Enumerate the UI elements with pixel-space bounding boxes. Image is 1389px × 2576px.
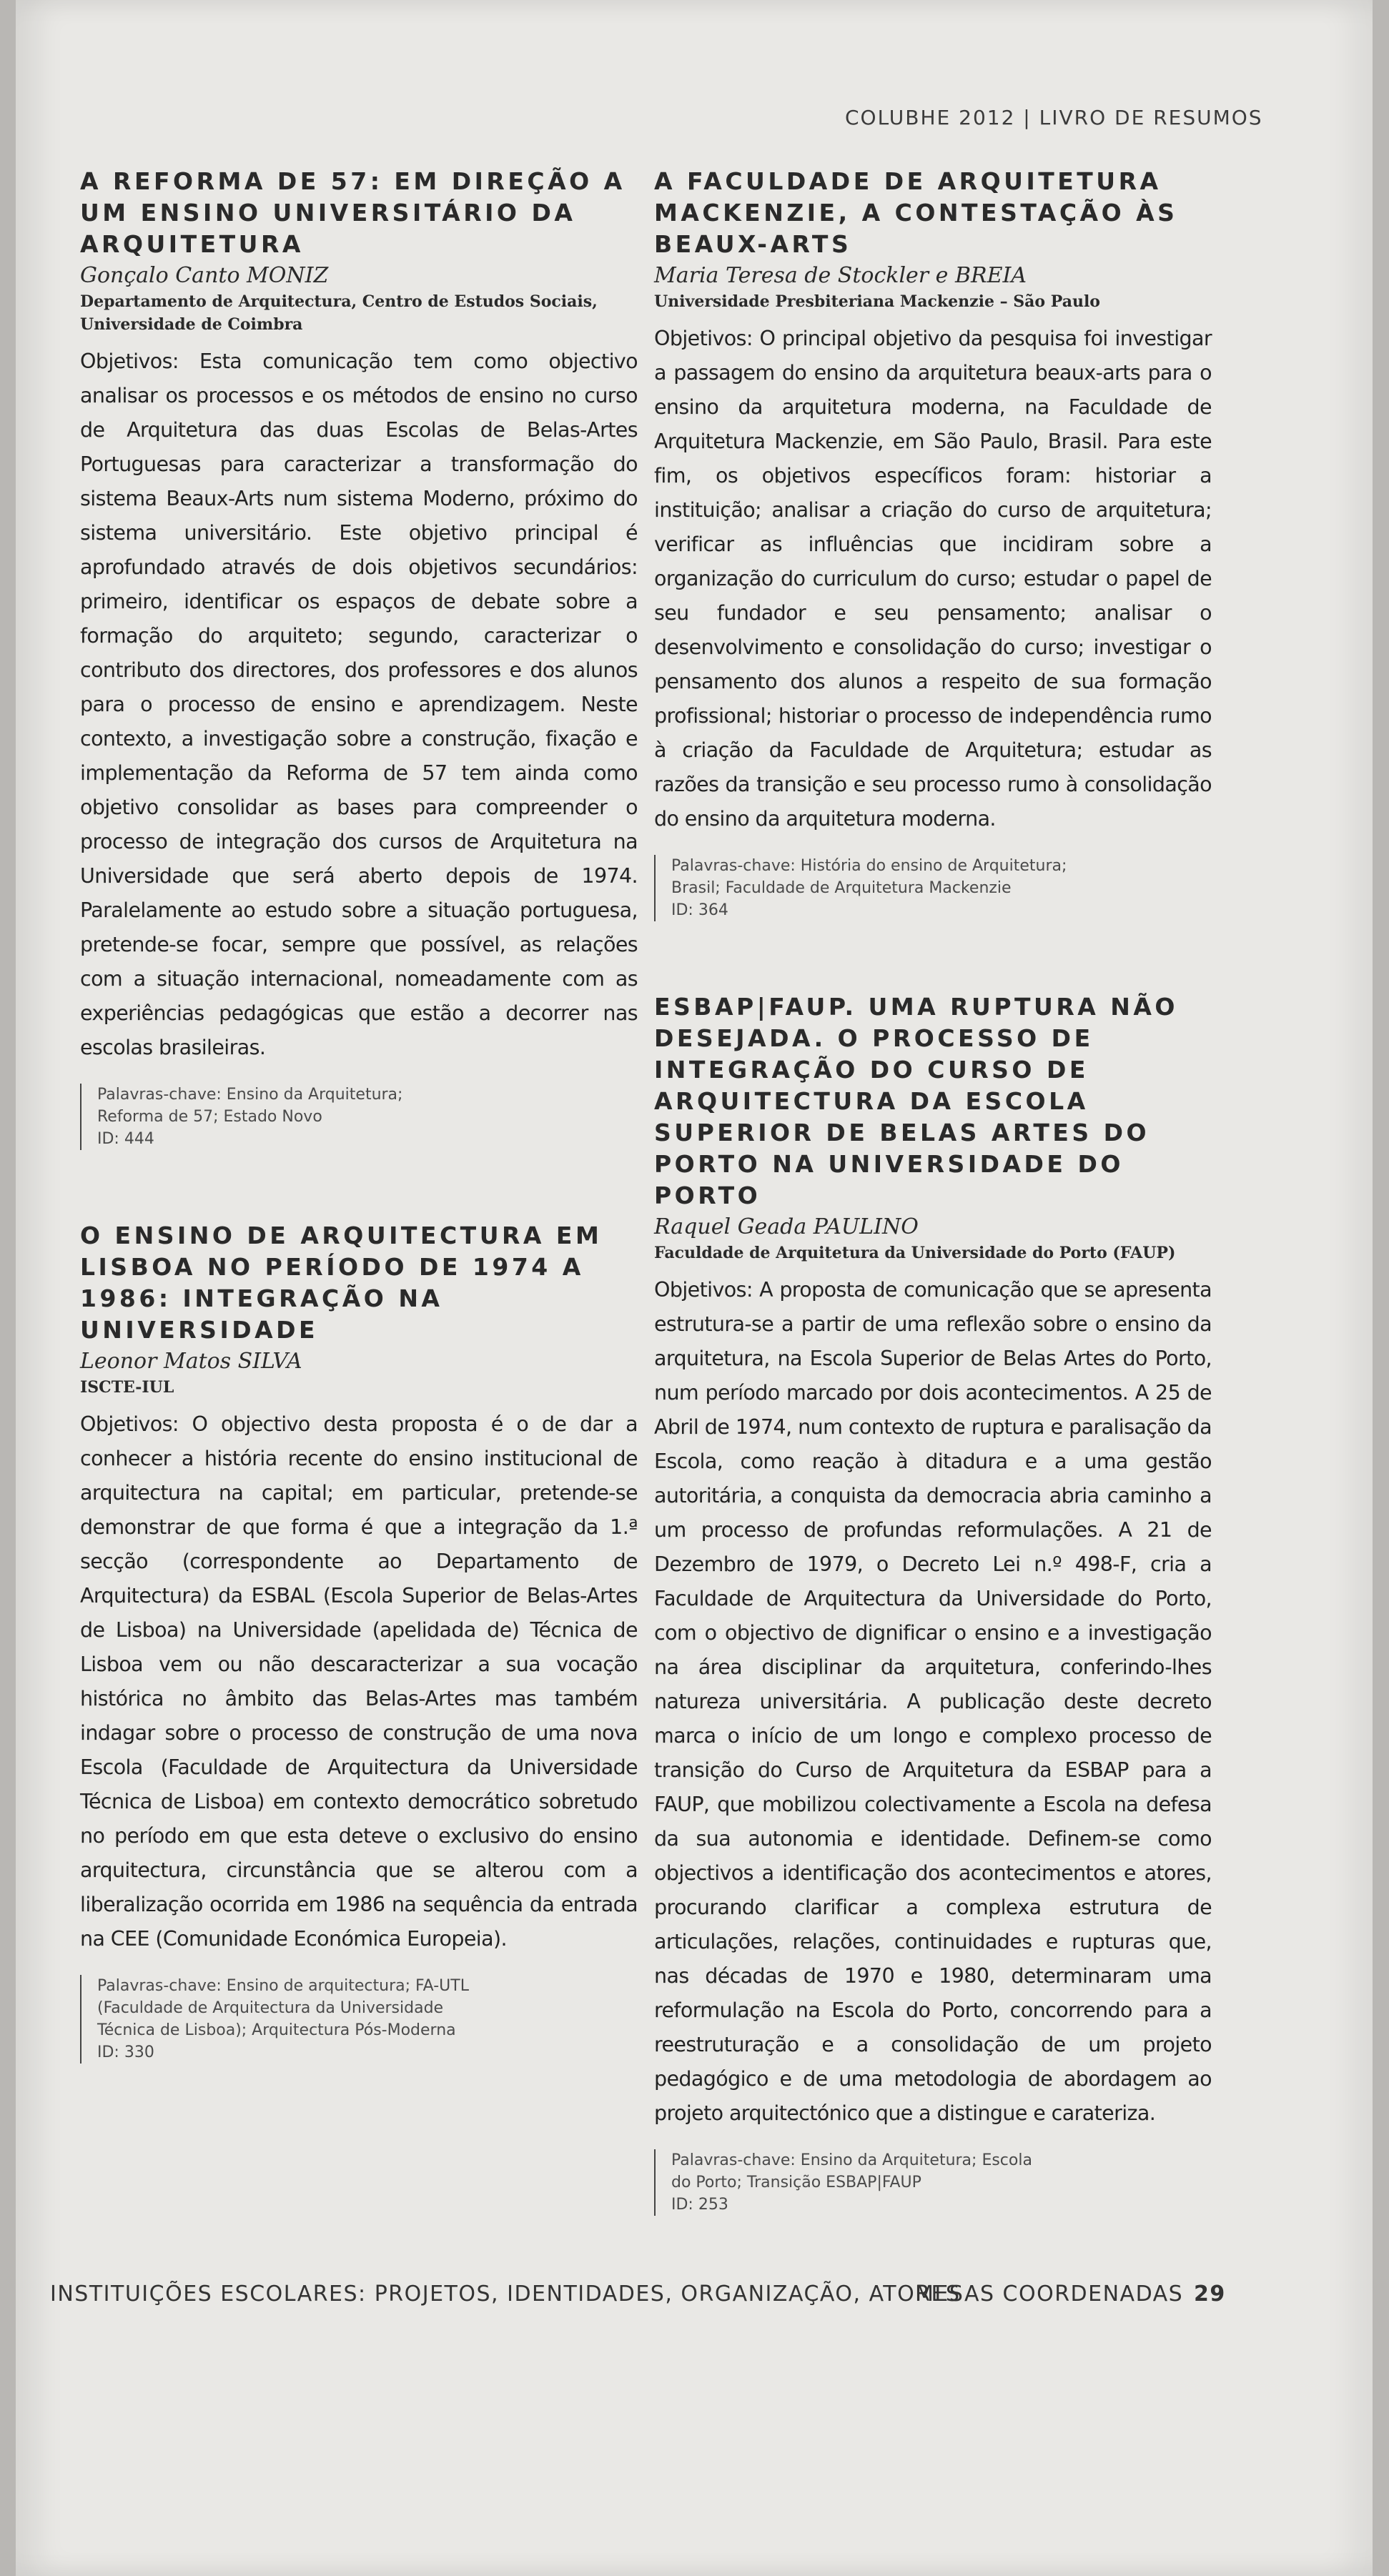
- left-column: [80, 166, 638, 2134]
- right-column: [654, 166, 1212, 2286]
- objectives-label: Objetivos:: [80, 350, 179, 373]
- keywords-text: História do ensino de Arquitetura;: [800, 857, 1067, 875]
- abstract-title: ESBAP|FAUP. UMA RUPTURA NÃO DESEJADA. O PROCESSO DE INTEGRAÇÃO DO CURSO DE ARQUITECTURA DA ESCOLA SUPERIOR DE BELAS ARTES DO PORTO NA UNIVERSIDADE DO PORTO: [654, 993, 1178, 1209]
- keywords-block: [654, 855, 1212, 921]
- keywords-line: [97, 1084, 638, 1106]
- keywords-line: Brasil; Faculdade de Arquitetura Mackenzie: [671, 879, 1012, 897]
- abstract-affiliation: Universidade Presbiteriana Mackenzie – São Paulo: [654, 292, 1100, 311]
- keywords-block: [80, 1084, 638, 1150]
- keywords-block: [80, 1975, 638, 2064]
- book-page: [16, 0, 1373, 2576]
- objectives-text: A proposta de comunicação que se apresenta estrutura-se a partir de uma reflexão sobre o ensino da arquitetura, na Escola Superior de Belas Artes do Porto, num período marcado por dois acontecimentos. A 25 de Abril de 1974, num contexto de ruptura e paralisação da Escola, como reação à ditadura e a uma gestão autoritária, a conquista da democracia abria caminho a um processo de profundas reformulações. A 21 de Dezembro de 1979, o Decreto Lei n.º 498-F, cria a Faculdade de Arquitectura da Universidade do Porto, com o objectivo de dignificar o ensino e a investigação na área disciplinar da arquitetura, conferindo-lhes natureza universitária. A publicação deste decreto marca o início de um longo e complexo processo de transição do Curso de Arquitetura da ESBAP para a FAUP, que mobilizou colectivamente a Escola na defesa da sua autonomia e identidade. Definem-se como objectivos a identificação dos acontecimentos e atores, procurando clarificar a complexa estrutura de articulações, relações, continuidades e rupturas que, nas décadas de 1970 e 1980, determinaram uma reformulação na Escola do Porto, concorrendo para a reestruturação e a consolidação de um projeto pedagógico e de uma metodologia de abordagem ao projeto arquitectónico que a distingue e carateriza.: [654, 1278, 1212, 2125]
- keywords-line: [671, 2149, 1212, 2171]
- keywords-label: Palavras-chave:: [97, 1086, 222, 1104]
- abstract-id: ID: 444: [97, 1130, 154, 1148]
- abstract-ensino-lisboa: [80, 1220, 638, 2064]
- objectives-text: O objectivo desta proposta é o de dar a conhecer a história recente do ensino institucional de arquitectura na capital; em particular, pretende-se demonstrar de que forma é que a integração da 1.ª secção (correspondente ao Departamento de Arquitectura) da ESBAL (Escola Superior de Belas-Artes de Lisboa) na Universidade (apelidada de) Técnica de Lisboa vem ou não descaracterizar a sua vocação histórica no âmbito das Belas-Artes mas também indagar sobre o processo de construção de uma nova Escola (Faculdade de Arquitectura da Universidade Técnica de Lisboa) em contexto democrático sobretudo no período em que esta deteve o exclusivo do ensino arquitectura, circunstância que se alterou com a liberalização ocorrida em 1986 na sequência da entrada na CEE (Comunidade Económica Europeia).: [80, 1412, 638, 1951]
- objectives-label: Objetivos:: [80, 1412, 179, 1436]
- keywords-label: Palavras-chave:: [97, 1977, 222, 1995]
- objectives-text: Esta comunicação tem como objectivo analisar os processos e os métodos de ensino no curso de Arquitetura das duas Escolas de Belas-Artes Portuguesas para caracterizar a transformação do sistema Beaux-Arts num sistema Moderno, próximo do sistema universitário. Este objetivo principal é aprofundado através de dois objetivos secundários: primeiro, identificar os espaços de debate sobre a formação do arquiteto; segundo, caracterizar o contributo dos directores, dos professores e dos alunos para o processo de ensino e aprendizagem. Neste contexto, a investigação sobre a construção, fixação e implementação da Reforma de 57 tem ainda como objetivo consolidar as bases para compreender o processo de integração dos cursos de Arquitetura na Universidade que será aberto depois de 1974. Paralelamente ao estudo sobre a situação portuguesa, pretende-se focar, sempre que possível, as relações com a situação internacional, nomeadamente com as experiências pedagógicas que estão a decorrer nas escolas brasileiras.: [80, 350, 638, 1059]
- keywords-line: [671, 855, 1212, 877]
- keywords-line: Reforma de 57; Estado Novo: [97, 1108, 322, 1126]
- abstract-mackenzie: [654, 166, 1212, 921]
- abstract-body: [80, 1407, 638, 1956]
- objectives-text: O principal objetivo da pesquisa foi investigar a passagem do ensino da arquitetura beaux-arts para o ensino da arquitetura moderna, na Faculdade de Arquitetura Mackenzie, em São Paulo, Brasil. Para este fim, os objetivos específicos foram: historiar a instituição; analisar a criação do curso de arquitetura; verificar as influências que incidiram sobre a organização do curriculum do curso; estudar o papel de seu fundador e seu pensamento; analisar o desenvolvimento e consolidação do curso; investigar o pensamento dos alunos a respeito de sua formação profissional; historiar o processo de independência rumo à criação da Faculdade de Arquitetura; estudar as razões da transição e seu processo rumo à consolidação do ensino da arquitetura moderna.: [654, 327, 1212, 831]
- abstract-body: [80, 345, 638, 1065]
- keywords-line: do Porto; Transição ESBAP|FAUP: [671, 2174, 921, 2191]
- abstract-title: A REFORMA DE 57: EM DIREÇÃO A UM ENSINO UNIVERSITÁRIO DA ARQUITETURA: [80, 167, 626, 258]
- abstract-title: A FACULDADE DE ARQUITETURA MACKENZIE, A CONTESTAÇÃO ÀS BEAUX-ARTS: [654, 167, 1178, 258]
- abstract-affiliation: ISCTE-IUL: [80, 1378, 174, 1397]
- keywords-text: Ensino da Arquitetura;: [226, 1086, 403, 1104]
- footer-section: INSTITUIÇÕES ESCOLARES: PROJETOS, IDENTIDADES, ORGANIZAÇÃO, ATORES: [50, 2282, 961, 2307]
- keywords-block: [654, 2149, 1212, 2216]
- keywords-line: [97, 1975, 638, 1997]
- abstract-id: ID: 253: [671, 2196, 728, 2214]
- abstract-affiliation: Departamento de Arquitectura, Centro de Estudos Sociais, Universidade de Coimbra: [80, 292, 598, 334]
- running-header: COLUBHE 2012 | LIVRO DE RESUMOS: [845, 106, 1263, 129]
- abstract-esbap-faup: [654, 991, 1212, 2216]
- abstract-title: O ENSINO DE ARQUITECTURA EM LISBOA NO PERÍODO DE 1974 A 1986: INTEGRAÇÃO NA UNIVERSIDADE: [80, 1222, 603, 1344]
- abstract-author: Maria Teresa de Stockler e BREIA: [654, 263, 1027, 288]
- keywords-text: Ensino da Arquitetura; Escola: [800, 2151, 1032, 2169]
- abstract-id: ID: 330: [97, 2044, 154, 2061]
- abstract-id: ID: 364: [671, 901, 728, 919]
- keywords-text: Ensino de arquitectura; FA-UTL: [226, 1977, 469, 1995]
- abstract-author: Leonor Matos SILVA: [80, 1349, 302, 1374]
- keywords-label: Palavras-chave:: [671, 857, 796, 875]
- footer-category: MESAS COORDENADAS: [915, 2282, 1184, 2307]
- abstract-body: [654, 1273, 1212, 2131]
- abstract-affiliation: Faculdade de Arquitetura da Universidade do Porto (FAUP): [654, 1244, 1176, 1262]
- abstract-reforma-57: [80, 166, 638, 1150]
- objectives-label: Objetivos:: [654, 327, 753, 350]
- abstract-author: Raquel Geada PAULINO: [654, 1214, 919, 1239]
- abstract-author: Gonçalo Canto MONIZ: [80, 263, 329, 288]
- objectives-label: Objetivos:: [654, 1278, 753, 1302]
- abstract-body: [654, 322, 1212, 836]
- keywords-label: Palavras-chave:: [671, 2151, 796, 2169]
- keywords-line: (Faculdade de Arquitectura da Universidade: [97, 1999, 444, 2017]
- keywords-line: Técnica de Lisboa); Arquitectura Pós-Moderna: [97, 2021, 456, 2039]
- page-number: 29: [1194, 2282, 1226, 2307]
